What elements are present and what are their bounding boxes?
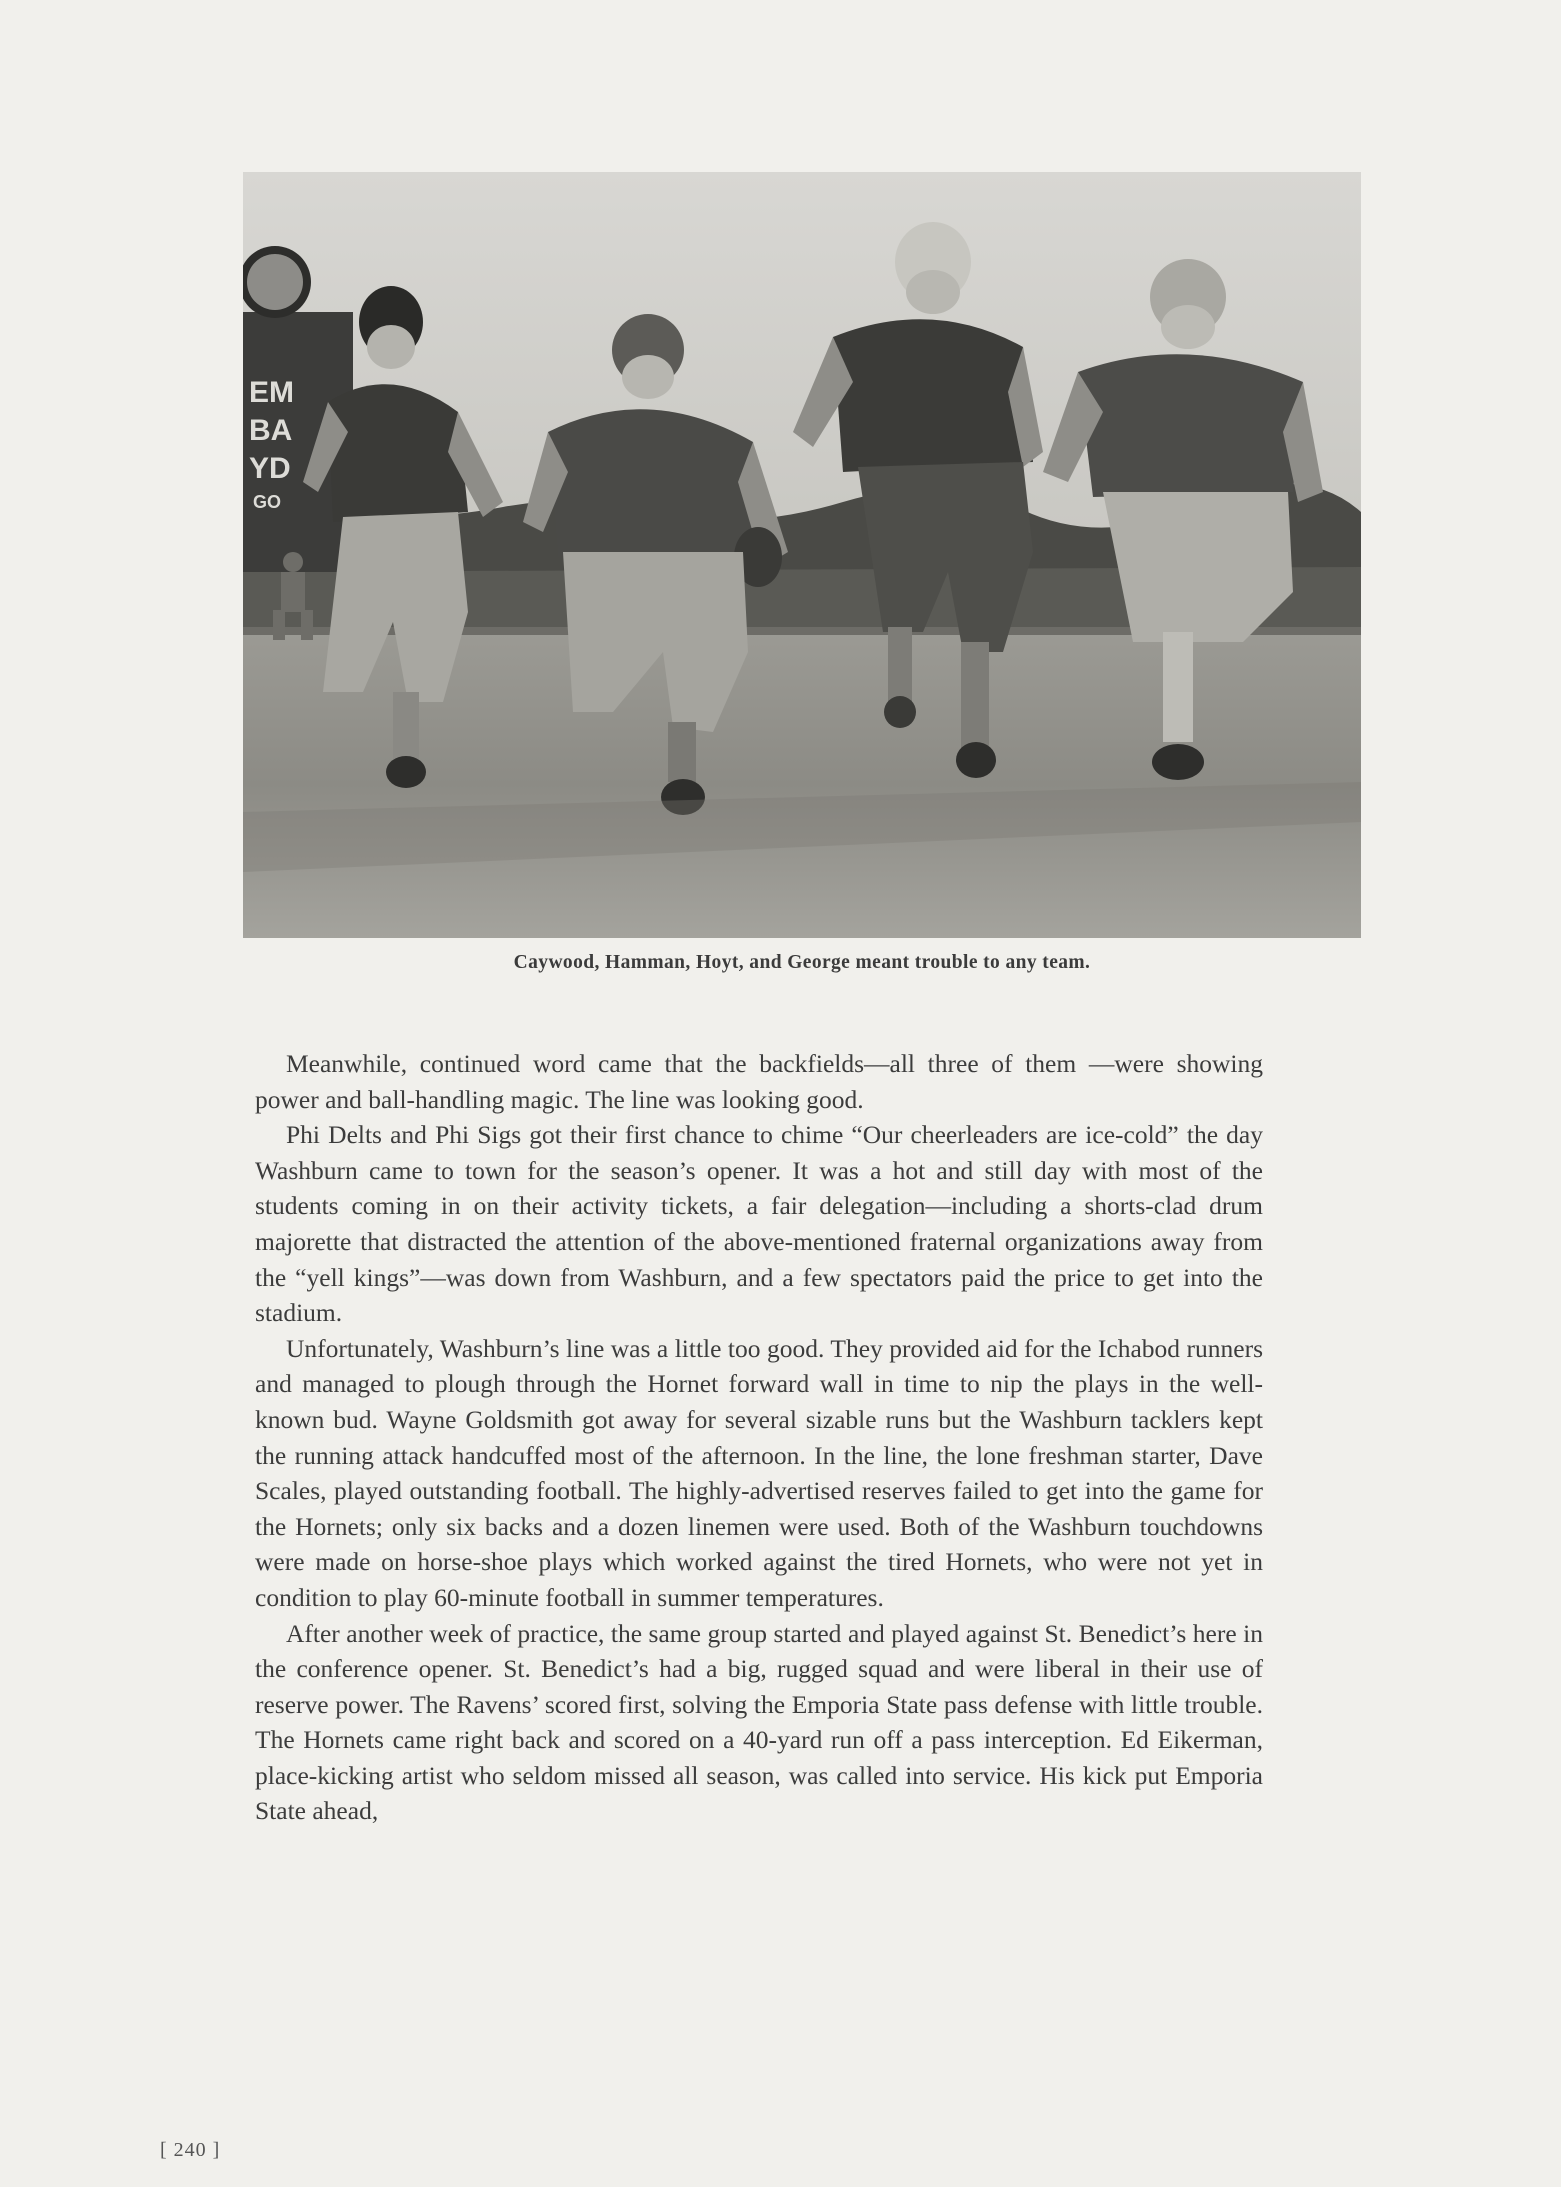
photo-caption: Caywood, Hamman, Hoyt, and George meant trouble to any team.: [513, 952, 1091, 973]
paragraph: Meanwhile, continued word came that the backfields—all three of them —were showing power and ball-handling magic. The line was looking good.: [255, 1049, 1263, 1114]
scoreboard-line-1: EM: [249, 376, 294, 409]
paragraph: Unfortunately, Washburn’s line was a little too good. They provided aid for the Ichabod runners and managed to plough through the Hornet forward wall in time to nip the plays in the well-known bud. Wayne Goldsmith got away for several sizable runs but the Washburn tacklers kept the running attack handcuffed most of the afternoon. In the line, the lone freshman starter, Dave Scales, played outstanding football. The highly-advertised reserves failed to get into the game for the Hornets; only six backs and a dozen linemen were used. Both of the Washburn touchdowns were made on horse-shoe plays which worked against the tired Hornets, who were not yet in condition to play 60-minute football in summer temperatures.: [255, 1333, 1263, 1612]
scoreboard-line-4: GO: [253, 492, 282, 512]
paragraph: Phi Delts and Phi Sigs got their first chance to chime “Our cheerleaders are ice-cold” the day Washburn came to town for the season’s opener. It was a hot and still day with most of the students coming in on their activity tickets, a fair delegation—including a shorts-clad drum majorette that distracted the attention of the above-mentioned fraternal organizations away from the “yell kings”—was down from Washburn, and a few spectators paid the price to get into the stadium.: [255, 1120, 1263, 1328]
scoreboard-line-3: YD: [249, 452, 291, 485]
article-body: [255, 1046, 1263, 1829]
scoreboard-line-2: BA: [249, 414, 293, 447]
football-players-photo: [243, 172, 1361, 938]
page-number: [ 240 ]: [160, 2139, 221, 2161]
paragraph: After another week of practice, the same group started and played against St. Benedict’s here in the conference opener. St. Benedict’s had a big, rugged squad and were liberal in their use of reserve power. The Ravens’ scored first, solving the Emporia State pass defense with little trouble. The Hornets came right back and scored on a 40-yard run off a pass interception. Ed Eikerman, place-kicking artist who seldom missed all season, was called into service. His kick put Emporia State ahead,: [255, 1618, 1263, 1826]
